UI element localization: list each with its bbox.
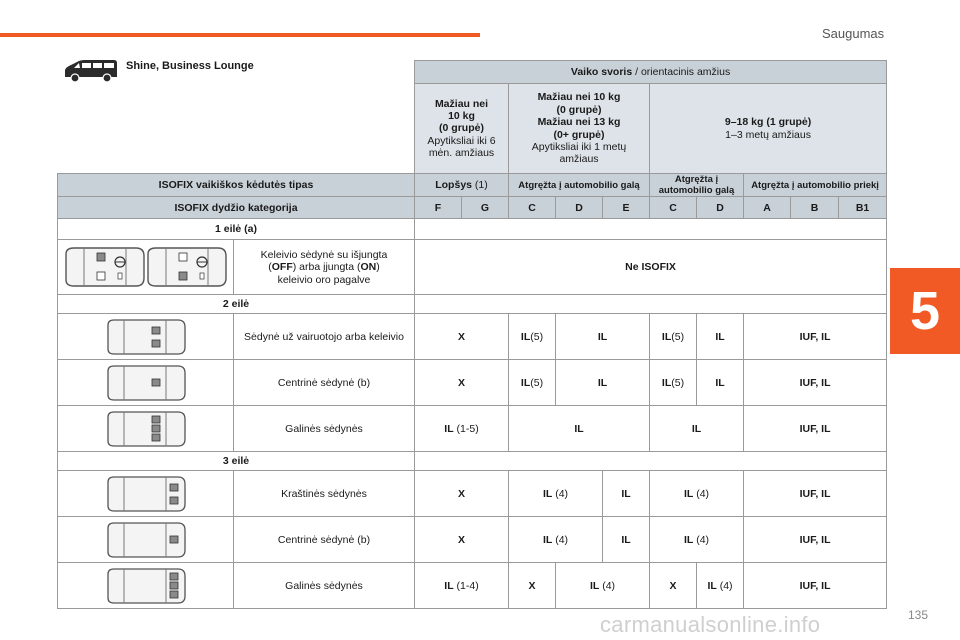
watermark: carmanualsonline.info — [600, 612, 821, 637]
cell-value: X — [650, 563, 697, 609]
van-side-icon — [62, 58, 120, 84]
cell-value: X — [415, 314, 509, 360]
size-category: G — [462, 197, 509, 219]
group-0: Mažiau nei 10 kg (0 grupė) Apytiksliai iki 6 mėn. amžiaus — [415, 84, 509, 174]
cell-value: IL(5) — [650, 360, 697, 406]
size-category: B — [791, 197, 839, 219]
cell-value: IUF, IL — [744, 314, 887, 360]
cell-value: IL — [509, 406, 650, 452]
type-forward-facing: Atgręžta į automobilio priekį — [744, 174, 887, 197]
seat-diagram — [58, 517, 234, 563]
row-2-behind-label: Sėdynė už vairuotojo arba keleivio — [234, 314, 415, 360]
model-name: Shine, Business Lounge — [126, 60, 254, 72]
cell-value: IL — [697, 314, 744, 360]
car-top-view-icon — [104, 566, 188, 606]
size-category: A — [744, 197, 791, 219]
size-category: B1 — [839, 197, 887, 219]
cell-value: IUF, IL — [744, 471, 887, 517]
row-2-header: 2 eilė — [58, 295, 415, 314]
size-category: C — [509, 197, 556, 219]
cell-value: X — [415, 360, 509, 406]
weight-header: Vaiko svoris / orientacinis amžius — [415, 61, 887, 84]
size-category: C — [650, 197, 697, 219]
group-0plus: Mažiau nei 10 kg (0 grupė) Mažiau nei 13 kg (0+ grupė) Apytiksliai iki 1 metų amžiaus — [509, 84, 650, 174]
cell-value: IL (4) — [697, 563, 744, 609]
cell-value: IL — [556, 360, 650, 406]
size-row-label: ISOFIX dydžio kategorija — [58, 197, 415, 219]
page-number: 135 — [908, 608, 929, 622]
type-rear-facing: Atgręžta į automobilio galą — [650, 174, 744, 197]
car-top-view-icon — [104, 409, 188, 449]
cell-value: IL — [603, 471, 650, 517]
cell-value: IL(5) — [509, 314, 556, 360]
seat-diagram — [58, 360, 234, 406]
cell-value: IL (4) — [650, 517, 744, 563]
row-3-header: 3 eilė — [58, 452, 415, 471]
car-top-view-icon — [62, 244, 230, 290]
row-2-filler — [415, 295, 887, 314]
cell-value: IL — [697, 360, 744, 406]
car-top-view-icon — [104, 474, 188, 514]
seat-diagram — [58, 314, 234, 360]
type-row-label: ISOFIX vaikiškos kėdutės tipas — [58, 174, 415, 197]
size-category: D — [697, 197, 744, 219]
cell-value: X — [415, 517, 509, 563]
cell-value: X — [509, 563, 556, 609]
cell-value: IL(5) — [509, 360, 556, 406]
cell-value: IL (4) — [509, 517, 603, 563]
row-2-center-label: Centrinė sėdynė (b) — [234, 360, 415, 406]
cell-value: IUF, IL — [744, 517, 887, 563]
group-1: 9–18 kg (1 grupė) 1–3 metų amžiaus — [650, 84, 887, 174]
cell-value: IL (1-5) — [415, 406, 509, 452]
isofix-table — [57, 60, 887, 609]
cell-value: IUF, IL — [744, 406, 887, 452]
cell-value: IL (4) — [509, 471, 603, 517]
seat-diagram — [58, 406, 234, 452]
row-2-rear-label: Galinės sėdynės — [234, 406, 415, 452]
cell-value: IL (1-4) — [415, 563, 509, 609]
row-3-center-label: Centrinė sėdynė (b) — [234, 517, 415, 563]
car-top-view-icon — [104, 520, 188, 560]
cell-value: IUF, IL — [744, 360, 887, 406]
seat-diagram — [58, 563, 234, 609]
row-1-filler — [415, 219, 887, 240]
section-title: Saugumas — [822, 26, 885, 41]
cell-value: IL — [603, 517, 650, 563]
cell-value: IL (4) — [650, 471, 744, 517]
row-1-header: 1 eilė (a) — [58, 219, 415, 240]
row-1-passenger-value: Ne ISOFIX — [415, 240, 887, 295]
size-category: E — [603, 197, 650, 219]
row-3-outer-label: Kraštinės sėdynės — [234, 471, 415, 517]
row-1-passenger-label: Keleivio sėdynė su išjungta (OFF) arba įjungta (ON) keleivio oro pagalve — [234, 240, 415, 295]
type-rear-facing: Atgręžta į automobilio galą — [509, 174, 650, 197]
cell-value: IL (4) — [556, 563, 650, 609]
row-3-rear-label: Galinės sėdynės — [234, 563, 415, 609]
cell-value: IL(5) — [650, 314, 697, 360]
seat-diagram — [58, 471, 234, 517]
size-category: D — [556, 197, 603, 219]
car-top-view-icon — [104, 363, 188, 403]
model-heading — [62, 58, 254, 84]
chapter-tab: 5 — [890, 268, 960, 354]
row-3-filler — [415, 452, 887, 471]
size-category: F — [415, 197, 462, 219]
car-top-view-icon — [104, 317, 188, 357]
blank — [58, 84, 415, 174]
seat-diagram-row1 — [58, 240, 234, 295]
cell-value: IUF, IL — [744, 563, 887, 609]
accent-bar — [0, 33, 480, 37]
cell-value: IL — [556, 314, 650, 360]
type-lopsys: Lopšys (1) — [415, 174, 509, 197]
cell-value: IL — [650, 406, 744, 452]
cell-value: X — [415, 471, 509, 517]
